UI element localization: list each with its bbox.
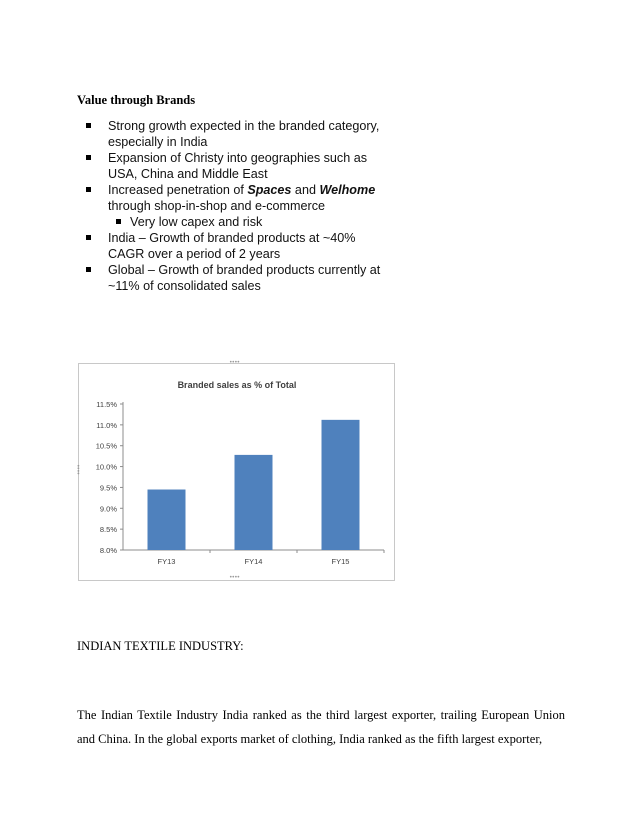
- bullet-text: and: [291, 183, 320, 197]
- y-tick-label: 9.5%: [99, 483, 117, 493]
- chart-container: [74, 359, 395, 581]
- bar-fy14: [235, 455, 273, 550]
- bullet-square-icon: [86, 123, 91, 128]
- bullet-text: India – Growth of branded products at ~40% CAGR over a period of 2 years: [108, 231, 356, 261]
- bullet-square-icon: [86, 155, 91, 160]
- y-tick-label: 10.0%: [95, 462, 117, 472]
- chart-title: Branded sales as % of Total: [177, 380, 297, 390]
- bar-fy15: [322, 420, 360, 550]
- y-tick-label: 8.5%: [99, 525, 117, 535]
- x-tick-label: FY15: [331, 557, 350, 566]
- x-tick-label: FY13: [157, 557, 176, 566]
- sub-bullet-item: [86, 214, 386, 230]
- resize-handle-top: ••••: [229, 359, 240, 366]
- branded-sales-chart: [79, 364, 394, 580]
- bullet-square-icon: [86, 235, 91, 240]
- bullet-text: Very low capex and risk: [130, 215, 263, 229]
- bullet-square-icon: [116, 219, 121, 224]
- x-tick-label: FY14: [244, 557, 263, 566]
- bullet-square-icon: [86, 187, 91, 192]
- bullet-item: [86, 150, 386, 182]
- y-tick-label: 8.0%: [99, 546, 117, 555]
- section-heading: Value through Brands: [77, 93, 196, 107]
- bullet-square-icon: [86, 267, 91, 272]
- bar-fy13: [148, 490, 186, 550]
- bullet-text: through shop-in-shop and e-commerce: [108, 199, 326, 213]
- section-title: INDIAN TEXTILE INDUSTRY:: [77, 639, 244, 653]
- bullet-text: Strong growth expected in the branded category, especially in India: [108, 119, 380, 149]
- bullet-text: Expansion of Christy into geographies such as USA, China and Middle East: [108, 151, 368, 181]
- body-paragraph: The Indian Textile Industry India ranked as the third largest exporter, trailing European Union and China. In the global exports market of clothing, India ranked as the fifth largest exporter,: [77, 708, 565, 746]
- y-tick-label: 11.0%: [96, 420, 117, 430]
- bullet-item: [86, 262, 386, 294]
- bullet-text: Global – Growth of branded products currently at ~11% of consolidated sales: [108, 263, 381, 293]
- emphasized-text: Spaces: [247, 183, 292, 197]
- bullet-item: [86, 182, 386, 214]
- bullet-text: Increased penetration of: [108, 183, 248, 197]
- y-tick-label: 10.5%: [95, 441, 117, 451]
- y-tick-label: 11.5%: [96, 400, 117, 409]
- resize-handle-left: ••••: [74, 464, 81, 475]
- y-tick-label: 9.0%: [99, 504, 117, 514]
- resize-handle-bottom: ••••: [229, 574, 240, 581]
- bullet-list: [86, 118, 386, 294]
- bullet-item: [86, 118, 386, 150]
- emphasized-text: Welhome: [319, 183, 376, 197]
- bullet-item: [86, 230, 386, 262]
